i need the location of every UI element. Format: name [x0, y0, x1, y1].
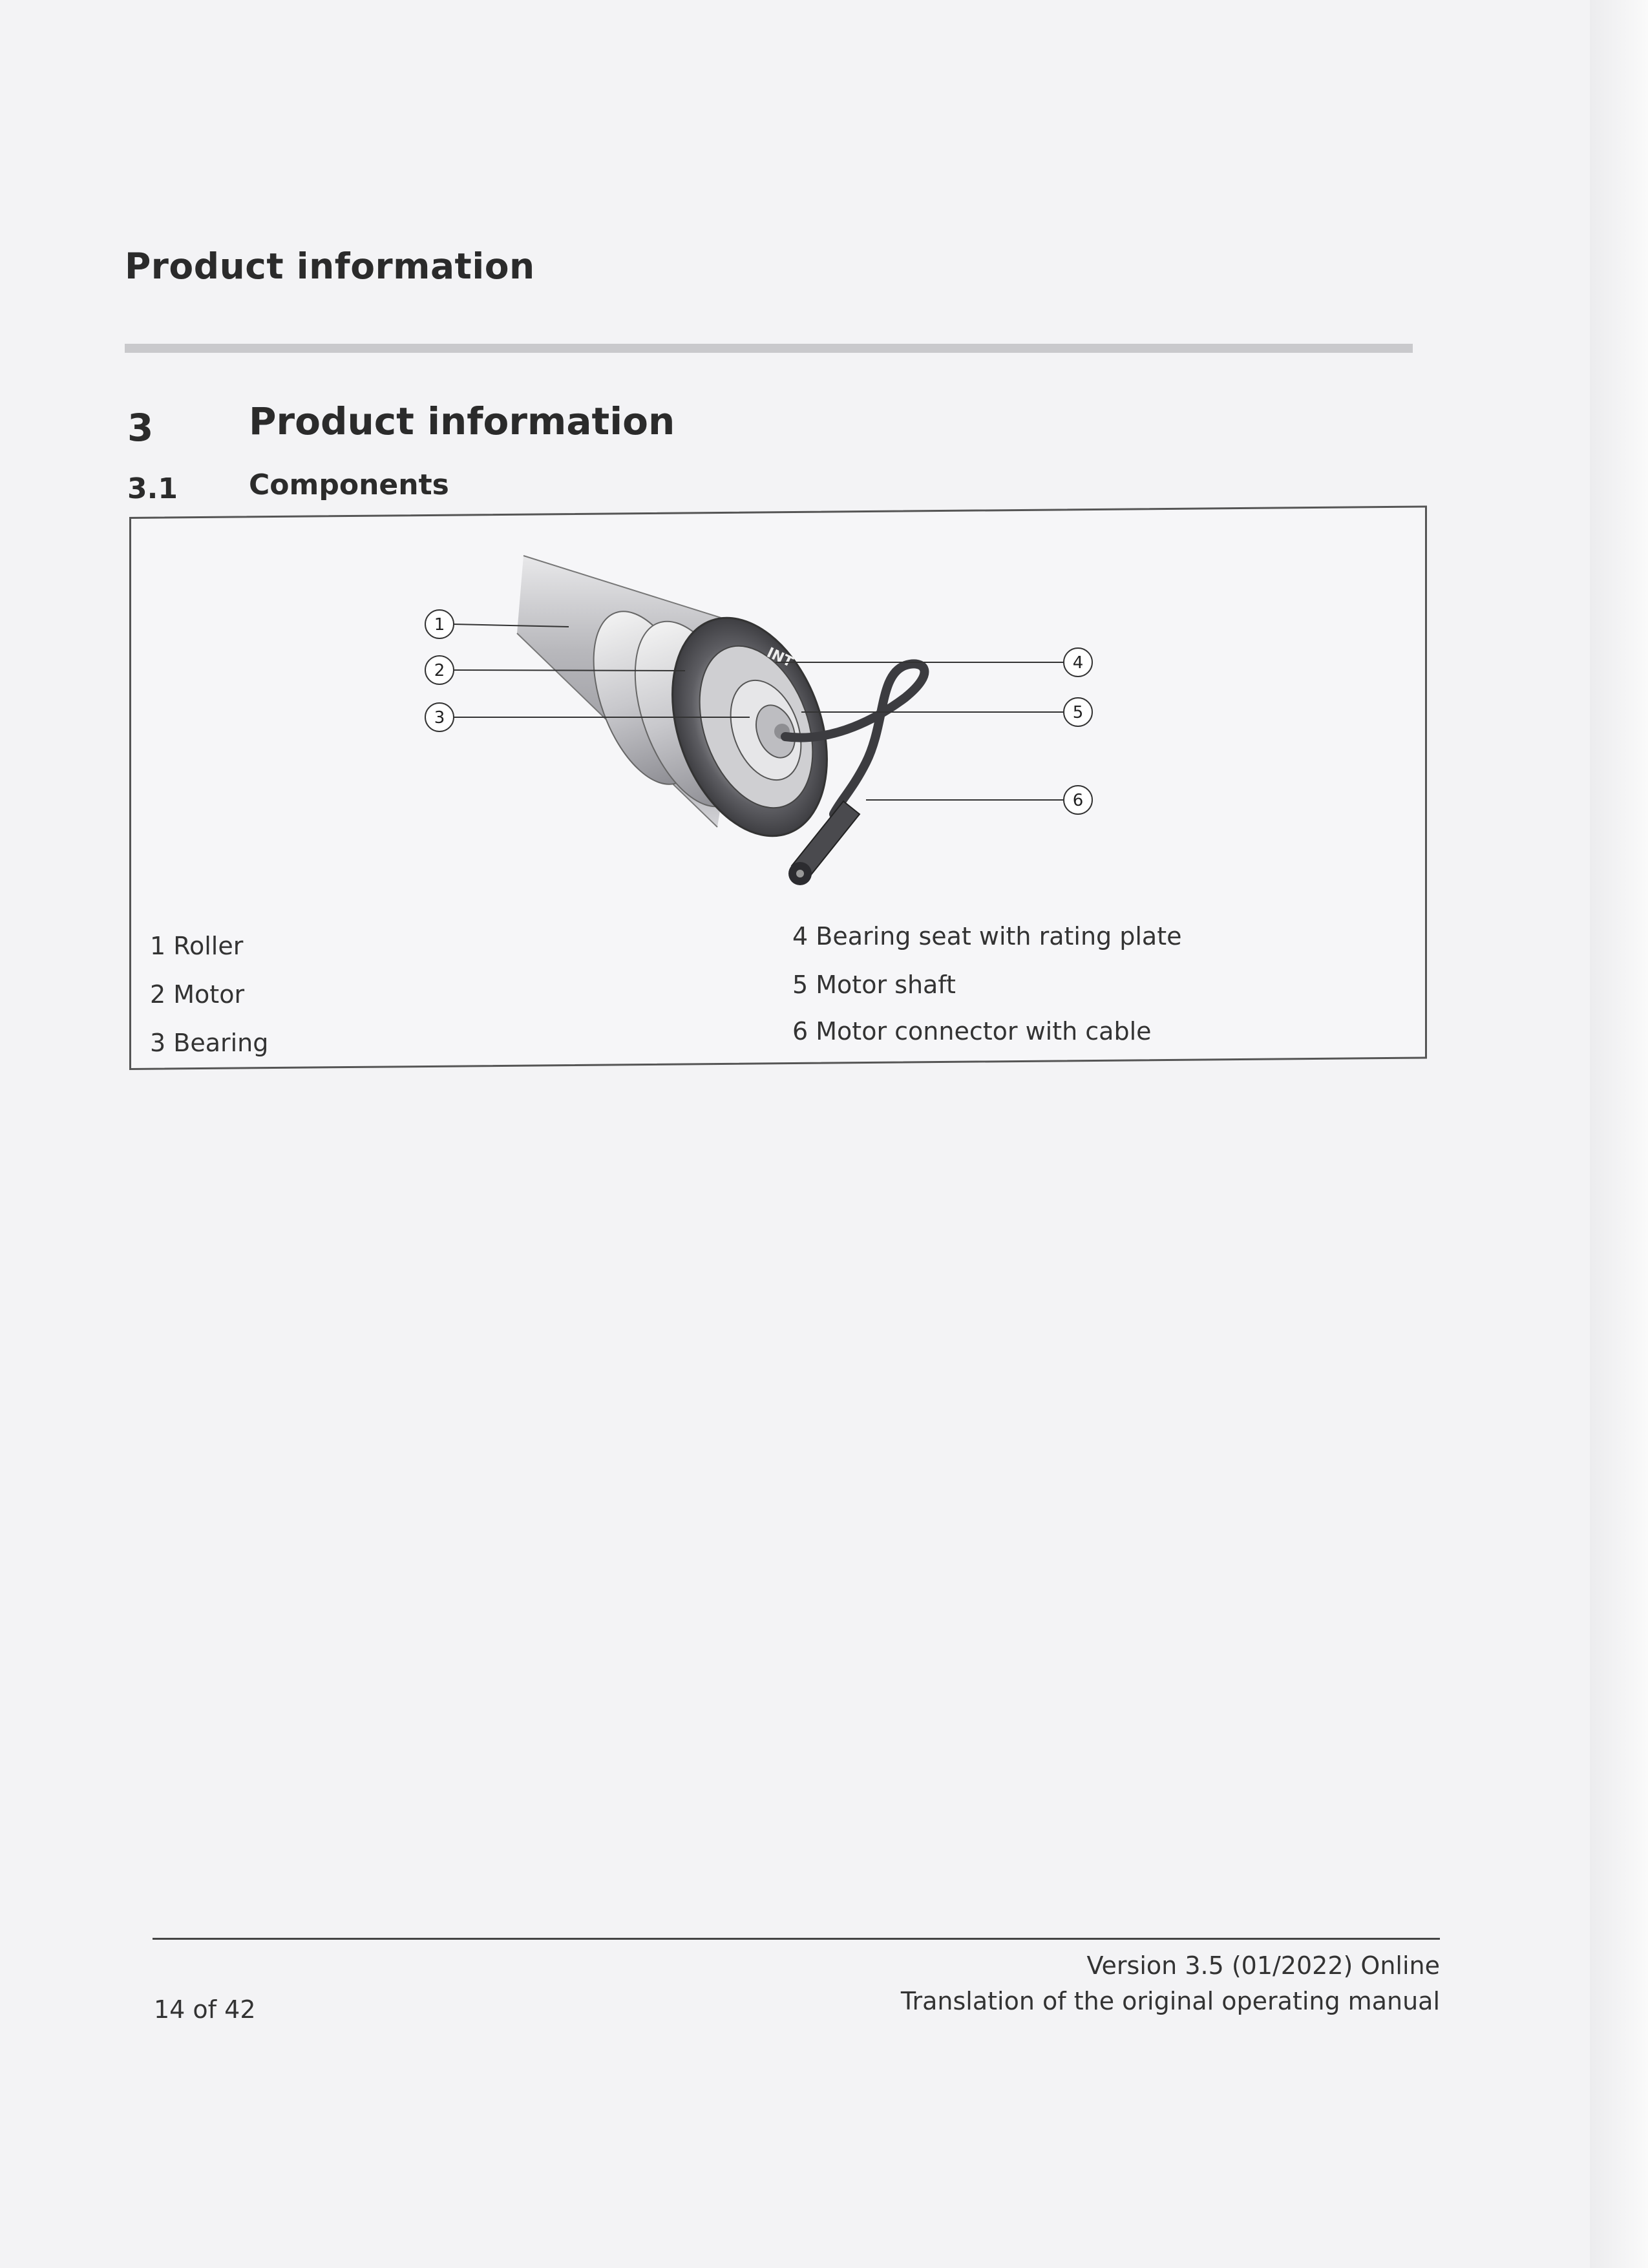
callout-4 — [1064, 648, 1092, 677]
svg-text:2: 2 — [434, 661, 445, 680]
section-number: 3 — [127, 406, 154, 450]
legend-item-motor-shaft: 5 Motor shaft — [792, 971, 956, 999]
page-edge — [1590, 0, 1648, 2268]
page-number: 14 of 42 — [154, 1995, 256, 2024]
svg-text:3: 3 — [434, 708, 445, 728]
running-header: Product information — [125, 246, 535, 287]
translation-note: Translation of the original operating manual — [900, 1987, 1440, 2015]
section-title: Product information — [249, 399, 675, 443]
callout-1 — [425, 610, 454, 638]
version-info: Version 3.5 (01/2022) Online — [1086, 1951, 1440, 1980]
subsection-title: Components — [249, 468, 449, 501]
svg-text:6: 6 — [1072, 791, 1084, 810]
legend-item-motor-connector: 6 Motor connector with cable — [792, 1017, 1152, 1045]
svg-text:4: 4 — [1072, 653, 1084, 673]
footer-rule — [153, 1938, 1440, 1940]
callout-3 — [425, 703, 454, 731]
roller-motor-diagram — [414, 543, 1189, 905]
rating-plate-text: INT — [764, 644, 796, 671]
legend-item-bearing: 3 Bearing — [150, 1029, 269, 1057]
legend-item-motor: 2 Motor — [150, 980, 245, 1009]
svg-text:1: 1 — [434, 615, 445, 635]
header-rule — [125, 344, 1413, 353]
legend-item-roller: 1 Roller — [150, 932, 244, 960]
callout-6 — [1064, 786, 1092, 814]
subsection-number: 3.1 — [127, 472, 178, 505]
callout-2 — [425, 656, 454, 684]
callout-5 — [1064, 698, 1092, 726]
svg-text:5: 5 — [1072, 703, 1084, 722]
legend-item-bearing-seat: 4 Bearing seat with rating plate — [792, 922, 1182, 950]
